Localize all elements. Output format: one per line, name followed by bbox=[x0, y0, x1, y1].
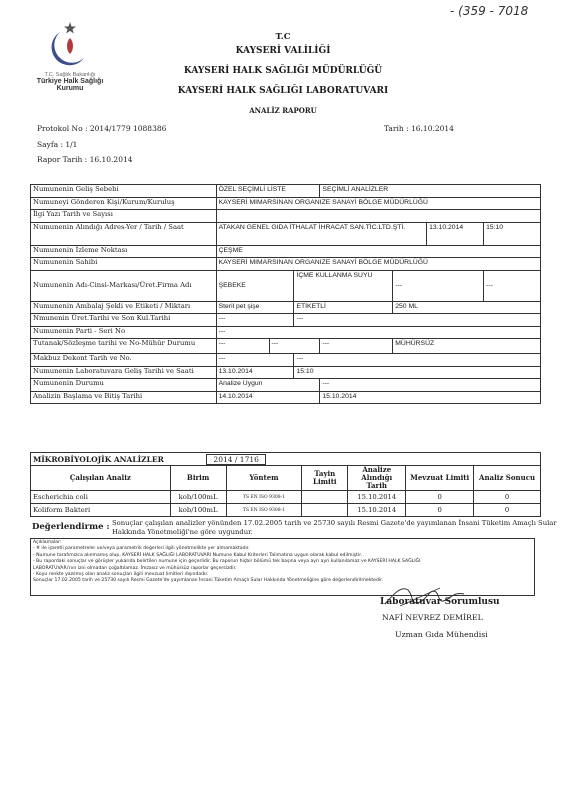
detection-limit bbox=[302, 491, 348, 504]
info-label: Numunenin Ambalaj Şekli ve Etiketi / Miktarı bbox=[31, 301, 217, 314]
notes-line: - Bu rapordaki sonuçlar ve görüşler yukarıda belirtilen numune için geçerlidir. Bu raporun hiçbir bölümü tek başına veya ayrı ayrı kullanılamaz ve KAYSERİ HALK SAĞLIĞI bbox=[33, 559, 421, 565]
protocol-no: Protokol No : 2014/1779 1088386 bbox=[37, 124, 167, 133]
info-label: Numunenin Parti - Seri No bbox=[31, 326, 217, 339]
info-row bbox=[31, 270, 541, 301]
info-row bbox=[31, 197, 541, 210]
info-value: --- bbox=[320, 379, 541, 392]
col-header: Analiz Sonucu bbox=[474, 466, 541, 491]
info-row bbox=[31, 222, 541, 245]
info-label: Numuneyi Gönderen Kişi/Kurum/Kuruluş bbox=[31, 197, 217, 210]
info-row bbox=[31, 301, 541, 314]
info-value: 15:10 bbox=[484, 222, 541, 245]
header-line2: KAYSERİ HALK SAĞLIĞI MÜDÜRLÜĞÜ bbox=[183, 66, 383, 76]
report-date: Rapor Tarih : 16.10.2014 bbox=[37, 155, 133, 164]
notes-line: - Koyu renkte yazılmış olan analiz sonuçları ilgili mevzuat limitleri dışındadır. bbox=[33, 572, 209, 578]
info-label: İlgi Yazı Tarih ve Sayısı bbox=[31, 210, 217, 223]
info-value: Analize Uygun bbox=[216, 379, 320, 392]
info-value: --- bbox=[216, 314, 294, 327]
info-value: --- bbox=[294, 354, 541, 367]
info-label: Numunenin Laboratuvara Geliş Tarihi ve Saati bbox=[31, 366, 217, 379]
info-row bbox=[31, 245, 541, 258]
header-tc: T.C bbox=[275, 32, 291, 42]
info-row bbox=[31, 354, 541, 367]
info-value: ÇEŞME bbox=[216, 245, 540, 258]
col-header: Birim bbox=[170, 466, 226, 491]
info-value: --- bbox=[320, 339, 393, 354]
header-line3: KAYSERİ HALK SAĞLIĞI LABORATUVARI bbox=[177, 86, 389, 96]
micro-code: 2014 / 1716 bbox=[206, 454, 265, 465]
info-value: ETİKETLİ bbox=[294, 301, 393, 314]
info-value: ŞEBEKE bbox=[216, 270, 294, 301]
regulation-limit: 0 bbox=[406, 491, 474, 504]
info-row bbox=[31, 258, 541, 271]
info-label: Nmunenin Üret.Tarihi ve Son Kul.Tarihi bbox=[31, 314, 217, 327]
analysis-result: 0 bbox=[474, 504, 541, 517]
micro-header-row bbox=[31, 466, 541, 491]
notes-line: Sonuçlar 17.02.2005 tarih ve 25730 sayılı Resmi Gazete'de yayımlanan İnsani Tüketim Amaçlı Sular Hakkında Yönetmeliğine göre değerlendirilmektedir. bbox=[33, 578, 384, 584]
col-header: Analize Alındığı Tarih bbox=[348, 466, 406, 491]
info-value: 13.10.2014 bbox=[427, 222, 484, 245]
col-header: Yöntem bbox=[226, 466, 302, 491]
analysis-name: Koliform Bakteri bbox=[31, 504, 171, 517]
method: TS EN ISO 9308-1 bbox=[226, 491, 302, 504]
notes-line: LABORATUVARı'nın izni olmadan çoğaltılamaz. İmzasız ve mühürsüz raporlar geçersizdir. bbox=[33, 565, 237, 571]
table-row bbox=[31, 491, 541, 504]
evaluation-label: Değerlendirme : bbox=[32, 522, 110, 532]
micro-analysis-table bbox=[30, 452, 541, 517]
info-value: 14.10.2014 bbox=[216, 391, 320, 404]
info-label: Numunenin İzleme Noktası bbox=[31, 245, 217, 258]
info-value: --- bbox=[269, 339, 320, 354]
analysis-date: 15.10.2014 bbox=[348, 504, 406, 517]
analysis-date: 15.10.2014 bbox=[348, 491, 406, 504]
logo-line3: Kurumu bbox=[56, 85, 84, 92]
report-title: ANALİZ RAPORU bbox=[249, 106, 317, 115]
sample-info-table bbox=[30, 184, 541, 404]
col-header: Çalışılan Analiz bbox=[31, 466, 171, 491]
info-value: --- bbox=[216, 354, 294, 367]
header-line1: KAYSERİ VALİLİĞİ bbox=[235, 46, 331, 56]
info-value: 13.10.2014 bbox=[216, 366, 294, 379]
info-value: 250 ML bbox=[393, 301, 541, 314]
col-header: Tayin Limiti bbox=[302, 466, 348, 491]
micro-title bbox=[31, 453, 302, 466]
info-value: MÜHÜRSÜZ bbox=[393, 339, 541, 354]
micro-title-row bbox=[31, 453, 541, 466]
micro-title-text: MİKROBİYOLOJİK ANALİZLER bbox=[33, 454, 164, 464]
info-label: Numunenin Geliş Sebebi bbox=[31, 185, 217, 198]
info-value: KAYSERİ MIMARSINAN ORGANIZE SANAYİ BÖLGE MÜDÜRLÜĞÜ bbox=[216, 197, 540, 210]
signature-name: NAFİ NEVREZ DEMİREL bbox=[382, 613, 483, 622]
info-value: --- bbox=[294, 314, 541, 327]
signature-title: Laboratuvar Sorumlusu bbox=[380, 597, 500, 607]
info-value: --- bbox=[216, 339, 269, 354]
unit: kob/100mL bbox=[170, 504, 226, 517]
page-no: Sayfa : 1/1 bbox=[37, 140, 78, 149]
info-label: Makbuz Dekont Tarih ve No. bbox=[31, 354, 217, 367]
handwritten-note: - (359 - 7018 bbox=[450, 4, 529, 18]
info-label: Tutanak/Sözleşme tarihi ve No-Mühür Durumu bbox=[31, 339, 217, 354]
info-label: Analizin Başlama ve Bitiş Tarihi bbox=[31, 391, 217, 404]
info-row bbox=[31, 391, 541, 404]
info-value: ATAKAN GENEL GIDA İTHALAT İHRACAT SAN.TİC.LTD.ŞTİ. bbox=[216, 222, 427, 245]
evaluation-text1: Sonuçlar çalışılan analizler yönünden 17.02.2005 tarih ve 25730 sayılı Resmi Gazete'de yayımlanan İnsani Tüketim Amaçlı Sular bbox=[112, 519, 557, 527]
info-row bbox=[31, 314, 541, 327]
info-value: ÖZEL SEÇİMLİ LİSTE bbox=[216, 185, 320, 198]
crescent-star-icon bbox=[30, 20, 110, 68]
info-row bbox=[31, 339, 541, 354]
evaluation-text2: Hakkında Yönetmeliği'ne göre uygundur. bbox=[112, 528, 253, 536]
signature-role: Uzman Gıda Mühendisi bbox=[395, 630, 488, 639]
notes-line: - # ile işaretli parametreler ve/veya parametrik değerleri ilgili yönetmelikte yer almamaktadır. bbox=[33, 546, 250, 552]
logo-line1: T.C. Sağlık Bakanlığı bbox=[44, 72, 96, 78]
info-row bbox=[31, 326, 541, 339]
analysis-name: Escherichia coli bbox=[31, 491, 171, 504]
info-value bbox=[216, 210, 540, 223]
method: TS EN ISO 9308-1 bbox=[226, 504, 302, 517]
info-value: KAYSERİ MIMARSINAN ORGANIZE SANAYİ BÖLGE MÜDÜRLÜĞÜ bbox=[216, 258, 540, 271]
regulation-limit: 0 bbox=[406, 504, 474, 517]
logo-line2: Türkiye Halk Sağlığı bbox=[36, 78, 104, 85]
info-label: Numunenin Adı-Cinsi-Markası/Üret.Firma Adı bbox=[31, 270, 217, 301]
table-row bbox=[31, 504, 541, 517]
info-value: 15.10.2014 bbox=[320, 391, 541, 404]
info-row bbox=[31, 379, 541, 392]
info-value: İÇME KULLANMA SUYU bbox=[294, 270, 393, 301]
info-row bbox=[31, 210, 541, 223]
info-value: --- bbox=[393, 270, 484, 301]
notes-title: Açıklamalar: bbox=[33, 540, 62, 545]
info-label: Numunenin Alındığı Adres-Yer / Tarih / Saat bbox=[31, 222, 217, 245]
info-row bbox=[31, 185, 541, 198]
info-label: Numunenin Durumu bbox=[31, 379, 217, 392]
info-label: Numunenin Sahibi bbox=[31, 258, 217, 271]
info-value: Steril pet şişe bbox=[216, 301, 294, 314]
col-header: Mevzuat Limiti bbox=[406, 466, 474, 491]
info-value: SEÇİMLİ ANALİZLER bbox=[320, 185, 541, 198]
info-value: --- bbox=[484, 270, 541, 301]
info-value: 15:10 bbox=[294, 366, 541, 379]
detection-limit bbox=[302, 504, 348, 517]
notes-line: - Numune tarafımızca alınmamış olup, KAYSERİ HALK SAĞLIĞI LABORATUVARI Numune Kabul Kriterleri Talimatına uygun olarak kabul edilmiştir. bbox=[33, 552, 363, 558]
info-row bbox=[31, 366, 541, 379]
unit: kob/100mL bbox=[170, 491, 226, 504]
report-date-right: Tarih : 16.10.2014 bbox=[384, 124, 454, 133]
info-value: --- bbox=[216, 326, 540, 339]
analysis-result: 0 bbox=[474, 491, 541, 504]
